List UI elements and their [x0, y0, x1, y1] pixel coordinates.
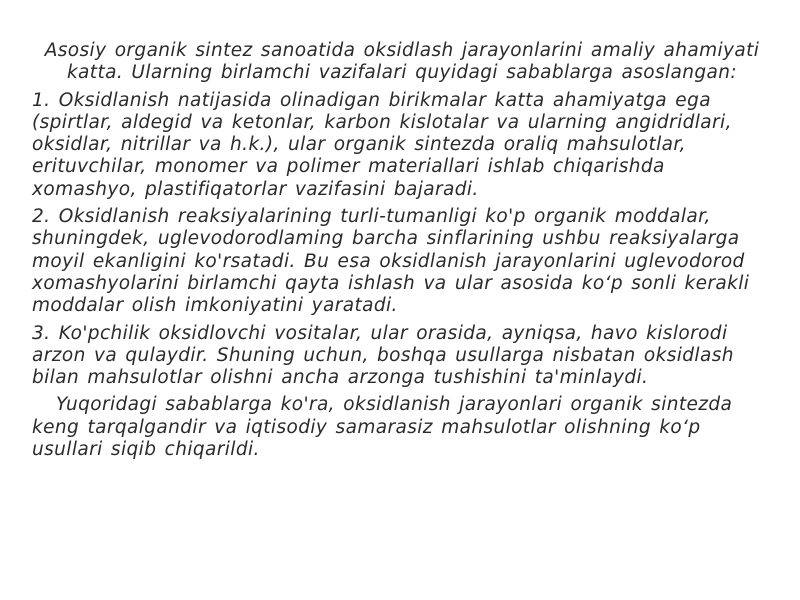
intro-paragraph: Asosiy organik sintez sanoatida oksidlash jarayonlarini amaliy ahamiyati katta. Ularning birlamchi vazifalari quyidagi sabablarga asoslangan: — [44, 40, 760, 84]
list-item-2: 2. Oksidlanish reaksiyalarining turli-tumanligi ko'p organik moddalar, shuningdek, uglevodorodlaming barcha sinflarining ushbu reaksiyalarga moyil ekanligini ko'rsatadi. Bu esa oksidlanish jarayonlarini uglevodorod xomashyolarini birlamchi qayta ishlash va ular asosida ko‘p sonli kerakli moddalar olish imkoniyatini yaratadi. — [32, 206, 750, 317]
document-body — [32, 40, 772, 461]
conclusion-paragraph: Yuqoridagi sabablarga ko'ra, oksidlanish jarayonlari organik sintezda keng tarqalgandir va iqtisodiy samarasiz mahsulotlar olishning ko‘p usullari siqib chiqarildi. — [32, 394, 733, 461]
list-item-1: 1. Oksidlanish natijasida olinadigan birikmalar katta ahamiyatga ega (spirtlar, aldegid va ketonlar, karbon kislotalar va ularning angidridlari, oksidlar, nitrillar va h.k.), ular organik sintezda oraliq mahsulotlar, erituvchilar, monomer va polimer materiallari ishlab chiqarishda xomashyo, plastifiqatorlar vazifasini bajaradi. — [32, 89, 732, 200]
list-item-3: 3. Ko'pchilik oksidlovchi vositalar, ular orasida, ayniqsa, havo kislorodi arzon va qulaydir. Shuning uchun, boshqa usullarga nisbatan oksidlash bilan mahsulotlar olishni ancha arzonga tushishini ta'minlaydi. — [32, 322, 734, 389]
